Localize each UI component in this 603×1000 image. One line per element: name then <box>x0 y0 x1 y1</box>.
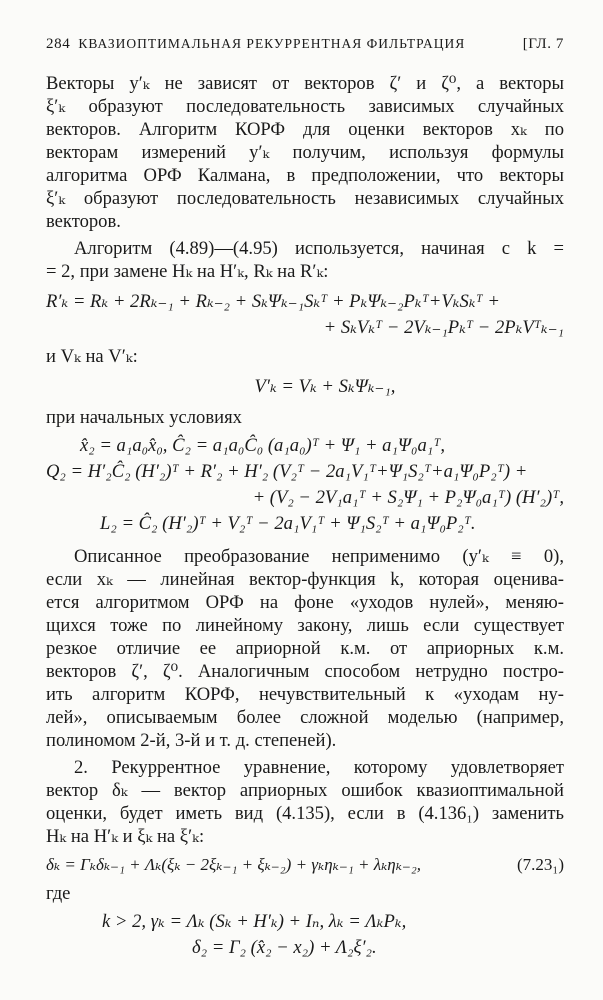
running-header <box>46 36 564 64</box>
text-line: оценки, будет иметь вид (4.135), если в (4.136₁) заменить <box>46 803 564 824</box>
paragraph-2 <box>46 237 564 283</box>
equation-line: x̂₂ = a₁a₀x̂₀, Ĉ₂ = a₁a₀Ĉ₀ (a₁a₀)ᵀ + Ψ₁ + a₁Ψ₀a₁ᵀ, <box>80 435 446 456</box>
paragraph-3 <box>46 545 564 752</box>
text-line: ить алгоритм КОРФ, нечувствительный к «уходам ну- <box>46 684 564 705</box>
text-line: ξ′ₖ образуют последовательность независимых случайных <box>46 188 564 209</box>
text-line: щихся тоже по линейному закону, лишь если существует <box>46 615 564 636</box>
initial-conditions <box>46 433 564 537</box>
chapter-marker: [ГЛ. 7 <box>522 36 564 52</box>
equation-line: δ₂ = Γ₂ (x̂₂ − x₂) + Λ₂ξ′₂. <box>192 937 377 958</box>
text-line: ется алгоритмом ОРФ на фоне «уходов нулей», меняю- <box>46 592 564 613</box>
text-line: 2. Рекуррентное уравнение, которому удовлетворяет <box>74 757 564 778</box>
text-line: если xₖ — линейная вектор-функция k, которая оценива- <box>46 569 564 590</box>
equation-line: Q₂ = H′₂Ĉ₂ (H′₂)ᵀ + R′₂ + H′₂ (V₂ᵀ − 2a₁V₁ᵀ+Ψ₁S₂ᵀ+a₁Ψ₀P₂ᵀ) + <box>46 461 528 482</box>
text-line: векторов. Алгоритм КОРФ для оценки векторов xₖ по <box>46 119 564 140</box>
paragraph-1 <box>46 72 564 233</box>
text-line: Векторы y′ₖ не зависят от векторов ζ′ и ζ⁰, а векторы <box>46 73 564 94</box>
text-line: Алгоритм (4.89)—(4.95) используется, начиная с k = <box>74 238 564 259</box>
equation-line: k > 2, γₖ = Λₖ (Sₖ + H′ₖ) + Iₙ, λₖ = ΛₖPₖ, <box>102 911 407 932</box>
running-title: КВАЗИОПТИМАЛЬНАЯ РЕКУРРЕНТНАЯ ФИЛЬТРАЦИЯ <box>78 36 466 51</box>
book-page <box>46 36 564 961</box>
equation-body: δₖ = Γₖδₖ₋₁ + Λₖ(ξₖ − 2ξₖ₋₁ + ξₖ₋₂) + γₖηₖ₋₁ + λₖηₖ₋₂, <box>46 855 422 874</box>
equation-delta <box>46 852 564 878</box>
equation-v-prime: V′ₖ = Vₖ + SₖΨₖ₋₁, <box>254 376 396 397</box>
equation-number: (7.23₁) <box>517 855 564 874</box>
where-conditions <box>46 909 564 961</box>
text-line: лей», описываемым более сложной моделью (например, <box>46 707 564 728</box>
equation-line: + SₖVₖᵀ − 2Vₖ₋₁Pₖᵀ − 2PₖVᵀₖ₋₁ <box>323 317 564 338</box>
equation-line: L₂ = Ĉ₂ (H′₂)ᵀ + V₂ᵀ − 2a₁V₁ᵀ + Ψ₁S₂ᵀ + a₁Ψ₀P₂ᵀ. <box>100 513 476 534</box>
equation-r-prime <box>46 289 564 341</box>
text-line: и Vₖ на V′ₖ: <box>46 346 138 367</box>
equation-line: R′ₖ = Rₖ + 2Rₖ₋₁ + Rₖ₋₂ + SₖΨₖ₋₁Sₖᵀ + PₖΨₖ₋₂Pₖᵀ+VₖSₖᵀ + <box>46 291 500 312</box>
text-line: вектор δₖ — вектор априорных ошибок квазиоптимальной <box>46 780 564 801</box>
equation-line: + (V₂ − 2V₁a₁ᵀ + S₂Ψ₁ + P₂Ψ₀a₁ᵀ) (H′₂)ᵀ, <box>252 487 564 508</box>
text-line: Описанное преобразование неприменимо (y′ₖ ≡ 0), <box>74 546 564 567</box>
text-line: ξ′ₖ образуют последовательность зависимых случайных <box>46 96 564 117</box>
text-line: при начальных условиях <box>46 407 242 428</box>
text-line: полиномом 2-й, 3-й и т. д. степеней). <box>46 730 337 751</box>
text-line: где <box>46 883 71 904</box>
paragraph-4 <box>46 756 564 848</box>
text-line: = 2, при замене Hₖ на H′ₖ, Rₖ на R′ₖ: <box>46 261 329 282</box>
text-line: Hₖ на H′ₖ и ξₖ на ξ′ₖ: <box>46 826 205 847</box>
text-line: векторам измерений y′ₖ получим, используя формулы <box>46 142 564 163</box>
page-number: 284 <box>46 36 71 52</box>
text-line: векторов ζ′, ζ⁰. Аналогичным способом нетрудно постро- <box>46 661 564 682</box>
text-line: резкое отличие ее априорной к.м. от априорных к.м. <box>46 638 564 659</box>
text-line: векторов. <box>46 211 121 232</box>
text-line: алгоритма ОРФ Калмана, в предположении, что векторы <box>46 165 564 186</box>
